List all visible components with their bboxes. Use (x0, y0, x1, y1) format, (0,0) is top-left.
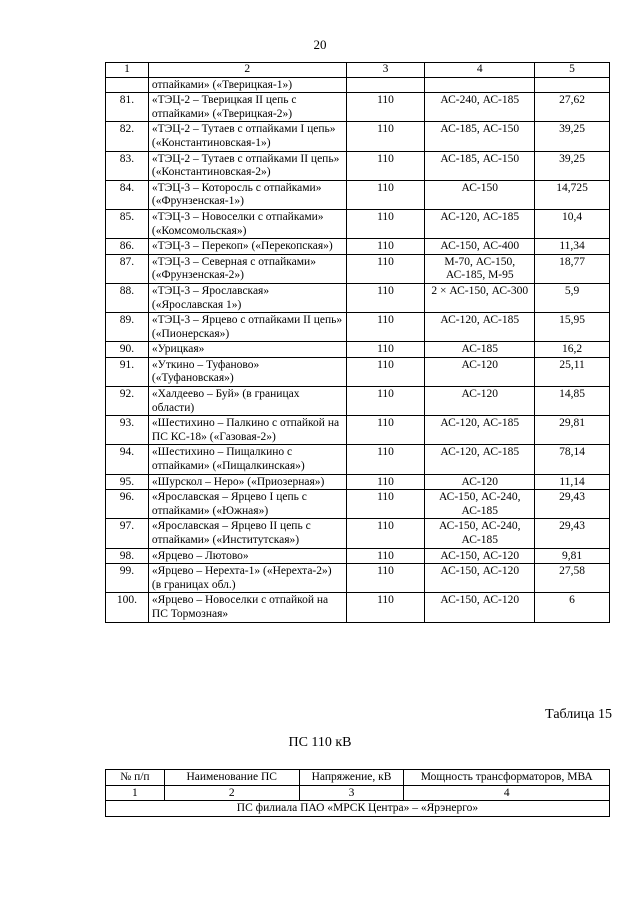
table-cell: 27,62 (535, 93, 610, 122)
table-cell: АС-150, АС-400 (425, 239, 535, 255)
header-cell: 4 (404, 785, 610, 801)
table-cell: 110 (346, 416, 425, 445)
table-cell: «ТЭЦ-2 – Тверицкая II цепь с отпайками» («Тверицкая-2») (148, 93, 346, 122)
table-row (106, 357, 610, 386)
table-row (106, 416, 610, 445)
table-cell: 110 (346, 445, 425, 474)
power-lines-table-body (106, 63, 610, 623)
table-cell: 98. (106, 548, 149, 564)
table-cell: 110 (346, 387, 425, 416)
table-cell: «ТЭЦ-3 – Которосль с отпайками» («Фрунзенская-1») (148, 180, 346, 209)
table-row (106, 474, 610, 490)
table-cell: АС-150, АС-120 (425, 593, 535, 622)
table-cell: 88. (106, 283, 149, 312)
table-cell: 96. (106, 490, 149, 519)
table-row (106, 283, 610, 312)
header-cell: 1 (106, 63, 149, 78)
table-cell: «Шурскол – Неро» («Приозерная») (148, 474, 346, 490)
table-cell: «ТЭЦ-2 – Тутаев с отпайками II цепь» («Константиновская-2») (148, 151, 346, 180)
table-cell: 16,2 (535, 342, 610, 358)
table-cell: 81. (106, 93, 149, 122)
table-cell: 6 (535, 593, 610, 622)
table-cell (535, 77, 610, 93)
table-cell: отпайками» («Тверицкая-1») (148, 77, 346, 93)
table-cell: «Шестихино – Пищалкино с отпайками» («Пищалкинская») (148, 445, 346, 474)
table-label: Таблица 15 (545, 707, 612, 722)
table-cell (425, 77, 535, 93)
header-cell-number: № п/п (106, 770, 165, 786)
table-cell: М-70, АС-150, АС-185, М-95 (425, 254, 535, 283)
header-cell: 3 (299, 785, 404, 801)
table-cell: 110 (346, 357, 425, 386)
table-cell: «ТЭЦ-3 – Новоселки с отпайками» («Комсомольская») (148, 209, 346, 238)
table-row (106, 548, 610, 564)
table-row (106, 490, 610, 519)
table-cell: АС-185 (425, 342, 535, 358)
header-cell: 2 (164, 785, 299, 801)
table-cell: «Шестихино – Палкино с отпайкой на ПС КС-18» («Газовая-2») (148, 416, 346, 445)
header-cell-power: Мощность трансформаторов, МВА (404, 770, 610, 786)
table-cell: 29,81 (535, 416, 610, 445)
table-cell: «ТЭЦ-3 – Ярцево с отпайками II цепь» («Пионерская») (148, 313, 346, 342)
table-cell: 5,9 (535, 283, 610, 312)
table-cell: 110 (346, 519, 425, 548)
table-row (106, 313, 610, 342)
table-cell: АС-185, АС-150 (425, 122, 535, 151)
table-cell: 85. (106, 209, 149, 238)
table-cell: 90. (106, 342, 149, 358)
table-row (106, 593, 610, 622)
column-number-row (106, 63, 610, 78)
table-cell: 29,43 (535, 519, 610, 548)
table-cell: АС-120, АС-185 (425, 416, 535, 445)
section-title: ПС филиала ПАО «МРСК Центра» – «Ярэнерго» (106, 801, 610, 817)
table-cell: АС-150, АС-120 (425, 548, 535, 564)
table-cell: 14,85 (535, 387, 610, 416)
table-row (106, 342, 610, 358)
table-cell: 94. (106, 445, 149, 474)
substations-table (105, 769, 610, 817)
table-cell: 93. (106, 416, 149, 445)
table-cell: 110 (346, 474, 425, 490)
table-header-row (106, 770, 610, 786)
header-cell: 1 (106, 785, 165, 801)
table-cell: 29,43 (535, 490, 610, 519)
table-cell: 97. (106, 519, 149, 548)
table-cell: 110 (346, 283, 425, 312)
table-cell: 15,95 (535, 313, 610, 342)
table-row (106, 93, 610, 122)
table-cell: АС-240, АС-185 (425, 93, 535, 122)
table-cell: АС-150, АС-120 (425, 564, 535, 593)
table-cell: 9,81 (535, 548, 610, 564)
table-row (106, 387, 610, 416)
table-cell: «Урицкая» (148, 342, 346, 358)
table-cell: «ТЭЦ-3 – Перекоп» («Перекопская») (148, 239, 346, 255)
table-cell: «Ярцево – Нерехта-1» («Нерехта-2») (в границах обл.) (148, 564, 346, 593)
table-cell: «ТЭЦ-3 – Ярославская» («Ярославская 1») (148, 283, 346, 312)
table-cell: АС-120, АС-185 (425, 445, 535, 474)
table-row (106, 180, 610, 209)
table-cell (106, 77, 149, 93)
table-row (106, 254, 610, 283)
table-title: ПС 110 кВ (288, 735, 352, 750)
header-cell: 2 (148, 63, 346, 78)
table-row (106, 445, 610, 474)
header-cell: 3 (346, 63, 425, 78)
table-row (106, 151, 610, 180)
table-row (106, 122, 610, 151)
column-number-row (106, 785, 610, 801)
table-cell: 92. (106, 387, 149, 416)
table-cell: 110 (346, 93, 425, 122)
table-cell: «Ярцево – Лютово» (148, 548, 346, 564)
table-cell (346, 77, 425, 93)
table-cell: 82. (106, 122, 149, 151)
table-cell: 86. (106, 239, 149, 255)
table-cell: 14,725 (535, 180, 610, 209)
table-cell: АС-150 (425, 180, 535, 209)
table-cell: 95. (106, 474, 149, 490)
power-lines-table (105, 62, 610, 623)
table-row (106, 209, 610, 238)
table-cell: 110 (346, 548, 425, 564)
table-cell: 39,25 (535, 122, 610, 151)
table-cell: 110 (346, 564, 425, 593)
header-cell-voltage: Напряжение, кВ (299, 770, 404, 786)
table-row (106, 519, 610, 548)
header-cell: 5 (535, 63, 610, 78)
continuation-row (106, 77, 610, 93)
table-row (106, 564, 610, 593)
table-cell: «ТЭЦ-3 – Северная с отпайками» («Фрунзенская-2») (148, 254, 346, 283)
table-cell: 10,4 (535, 209, 610, 238)
table-cell: 110 (346, 254, 425, 283)
table-cell: «ТЭЦ-2 – Тутаев с отпайками I цепь» («Константиновская-1») (148, 122, 346, 151)
table-cell: «Ярославская – Ярцево II цепь с отпайками» («Институтская») (148, 519, 346, 548)
table-cell: 110 (346, 593, 425, 622)
table-cell: 99. (106, 564, 149, 593)
table-cell: АС-150, АС-240, АС-185 (425, 490, 535, 519)
table-cell: 27,58 (535, 564, 610, 593)
table-cell: «Ярцево – Новоселки с отпайкой на ПС Тормозная» (148, 593, 346, 622)
table-cell: 110 (346, 239, 425, 255)
table-cell: 11,34 (535, 239, 610, 255)
table-cell: 91. (106, 357, 149, 386)
table-cell: АС-120 (425, 357, 535, 386)
page-number: 20 (313, 37, 327, 52)
table-cell: 110 (346, 180, 425, 209)
table-cell: 11,14 (535, 474, 610, 490)
table-cell: АС-120, АС-185 (425, 313, 535, 342)
table-cell: 39,25 (535, 151, 610, 180)
table-cell: АС-120 (425, 474, 535, 490)
table-cell: 89. (106, 313, 149, 342)
table-cell: 87. (106, 254, 149, 283)
table-cell: 110 (346, 209, 425, 238)
table-cell: 78,14 (535, 445, 610, 474)
table-cell: 110 (346, 313, 425, 342)
table-cell: 2 × АС-150, АС-300 (425, 283, 535, 312)
header-cell: 4 (425, 63, 535, 78)
table-cell: 110 (346, 122, 425, 151)
table-cell: АС-120 (425, 387, 535, 416)
table-cell: 100. (106, 593, 149, 622)
table-cell: 25,11 (535, 357, 610, 386)
table-cell: 110 (346, 151, 425, 180)
table-cell: «Уткино – Туфаново» («Туфановская») (148, 357, 346, 386)
table-cell: АС-150, АС-240, АС-185 (425, 519, 535, 548)
table-cell: 110 (346, 490, 425, 519)
table-cell: «Халдеево – Буй» (в границах области) (148, 387, 346, 416)
table-cell: АС-185, АС-150 (425, 151, 535, 180)
table-cell: АС-120, АС-185 (425, 209, 535, 238)
table-cell: 110 (346, 342, 425, 358)
table-cell: 84. (106, 180, 149, 209)
table-cell: 83. (106, 151, 149, 180)
header-cell-name: Наименование ПС (164, 770, 299, 786)
table-row (106, 239, 610, 255)
section-row (106, 801, 610, 817)
table-cell: 18,77 (535, 254, 610, 283)
table-cell: «Ярославская – Ярцево I цепь с отпайками» («Южная») (148, 490, 346, 519)
